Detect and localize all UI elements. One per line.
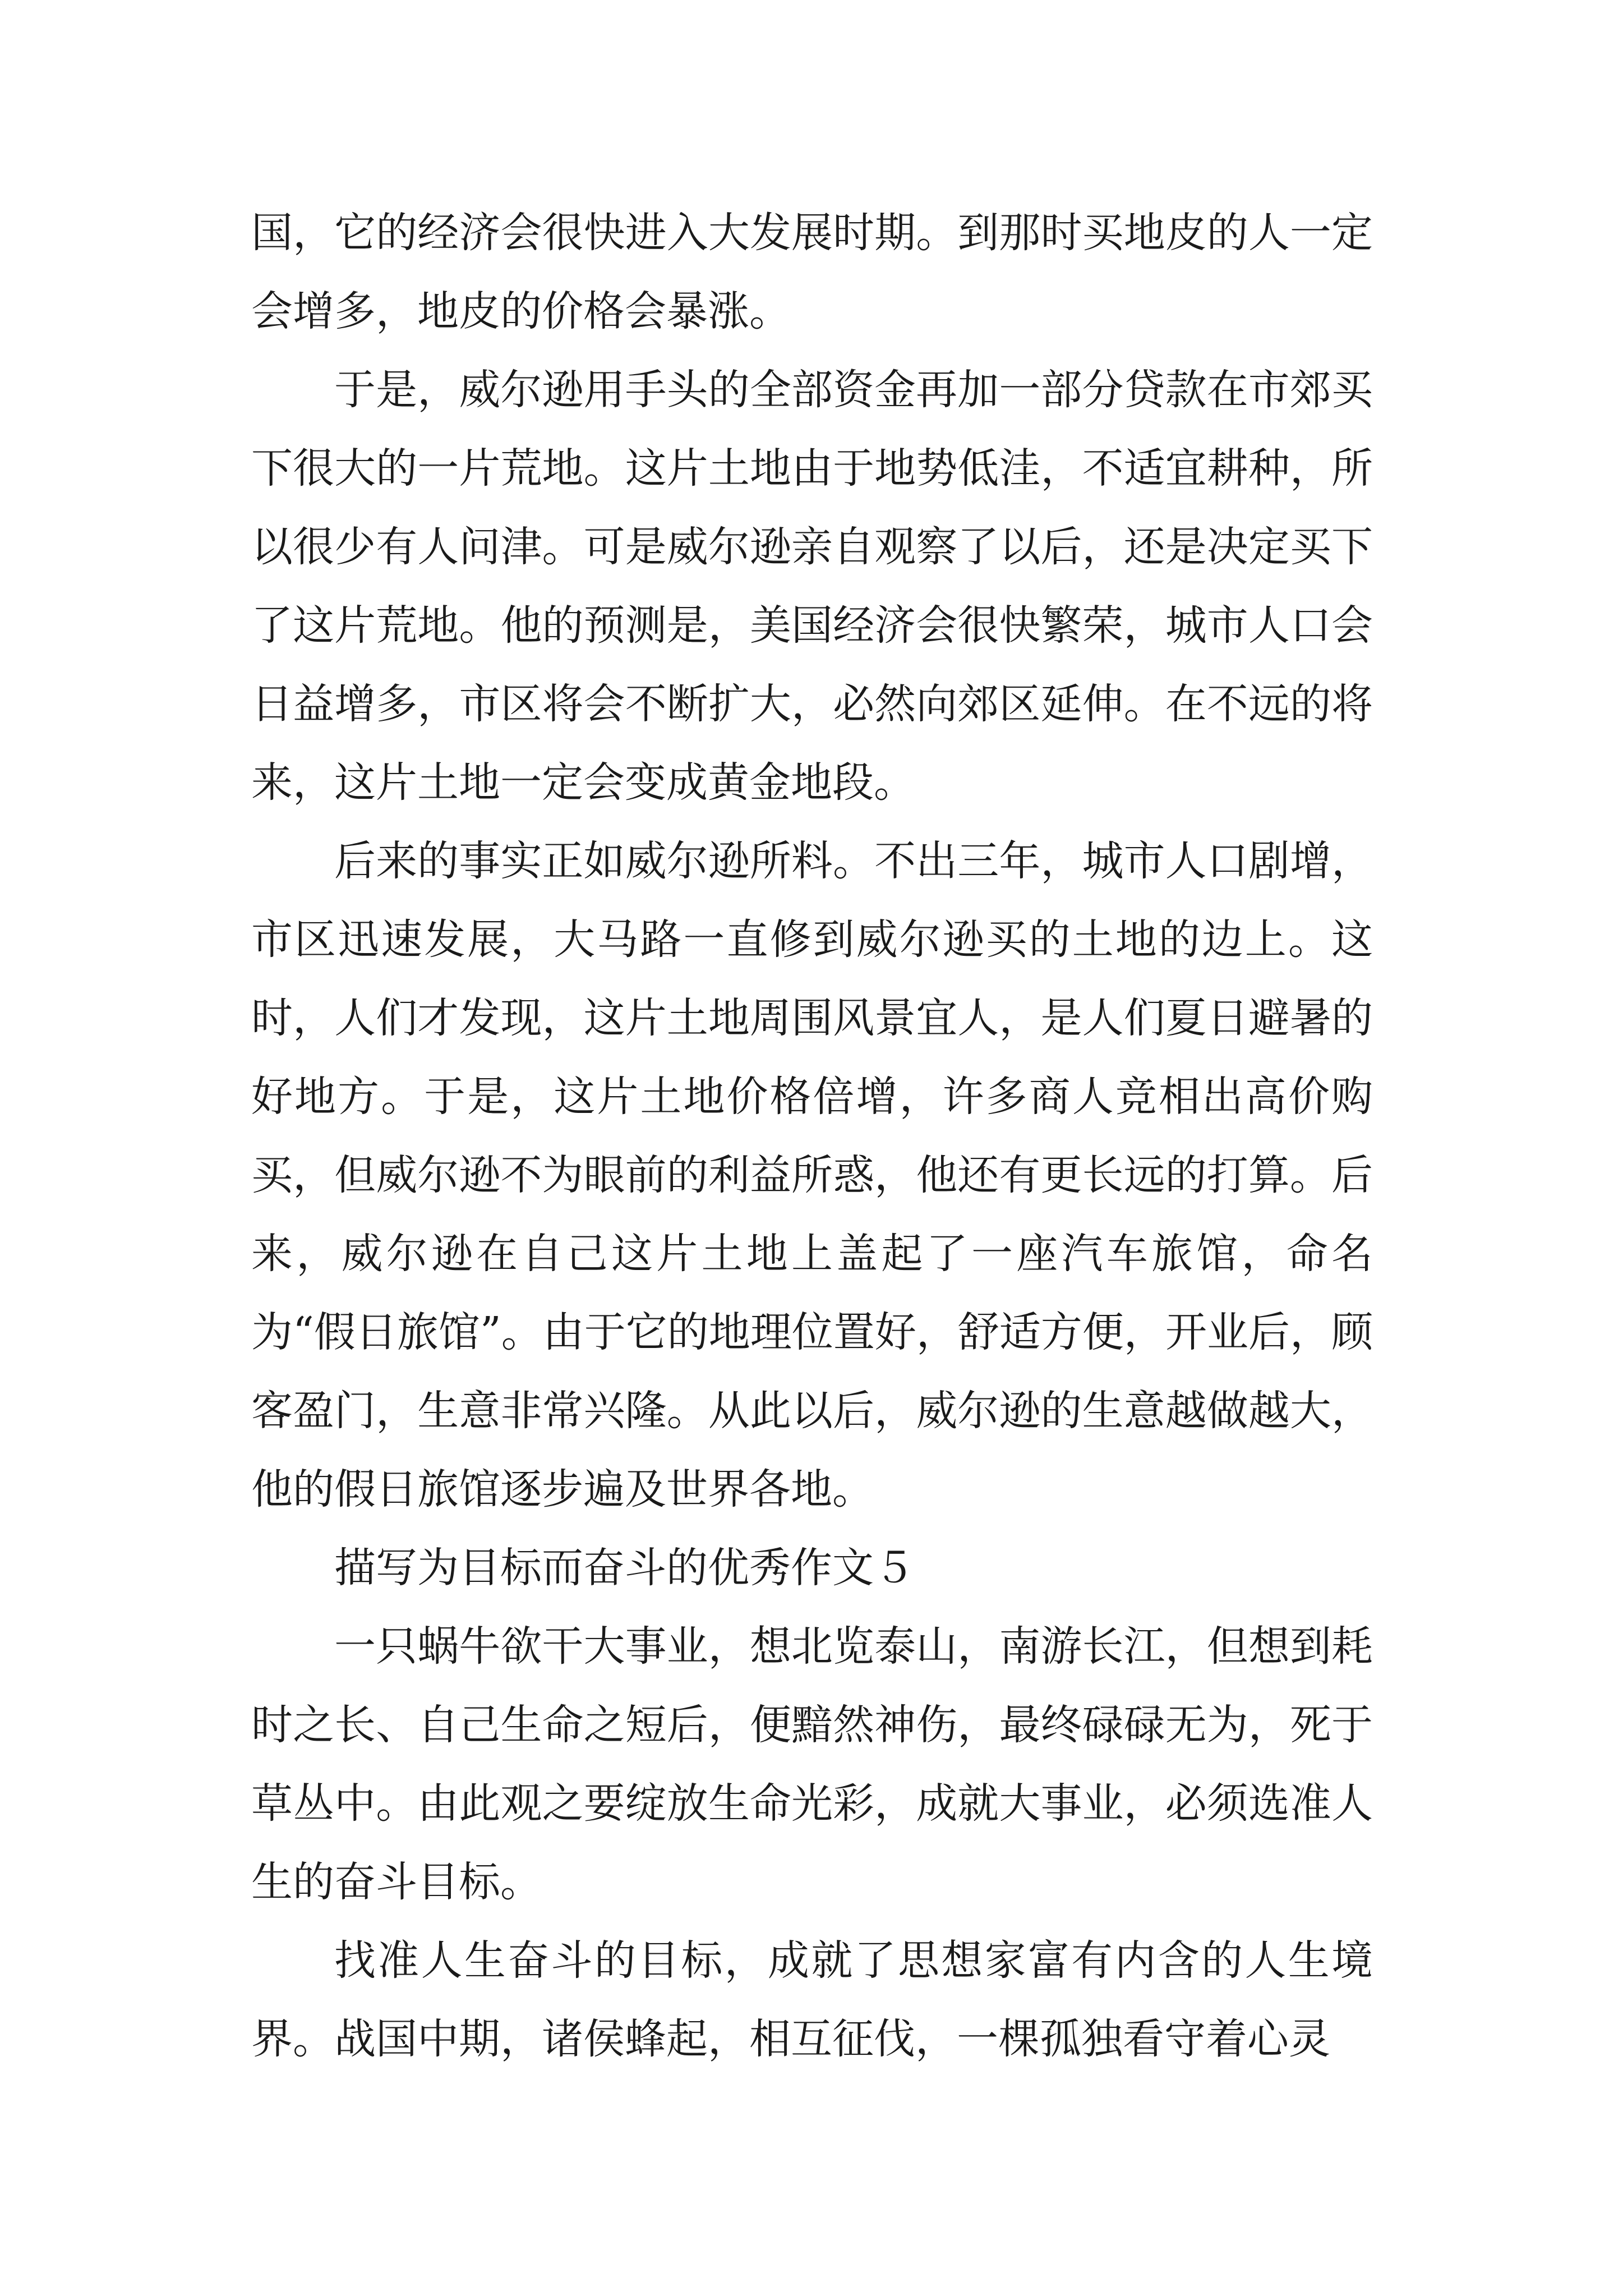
paragraph-1: 国，它的经济会很快进入大发展时期。到那时买地皮的人一定会增多，地皮的价格会暴涨。 bbox=[251, 209, 1373, 335]
paragraph-4: 一只蜗牛欲干大事业，想北览泰山，南游长江，但想到耗时之长、自己生命之短后，便黯然神伤，最终碌碌无为，死于草丛中。由此观之要绽放生命光彩，成就大事业，必须选准人生的奋斗目标。 bbox=[251, 1622, 1373, 1906]
section-heading: 描写为目标而奋斗的优秀作文５ bbox=[334, 1544, 915, 1592]
paragraph-2: 于是，威尔逊用手头的全部资金再加一部分贷款在市郊买下很大的一片荒地。这片土地由于地势低洼，不适宜耕种，所以很少有人问津。可是威尔逊亲自观察了以后，还是决定买下了这片荒地。他的预测是，美国经济会很快繁荣，城市人口会日益增多，市区将会不断扩大，必然向郊区延伸。在不远的将来，这片土地一定会变成黄金地段。 bbox=[251, 366, 1373, 807]
document-body bbox=[251, 194, 1373, 2078]
paragraph-5: 找准人生奋斗的目标，成就了思想家富有内含的人生境界。战国中期，诸侯蜂起，相互征伐，一棵孤独看守着心灵 bbox=[251, 1936, 1373, 2063]
paragraph-3: 后来的事实正如威尔逊所料。不出三年，城市人口剧增，市区迅速发展，大马路一直修到威尔逊买的土地的边上。这时，人们才发现，这片土地周围风景宜人，是人们夏日避暑的好地方。于是，这片土地价格倍增，许多商人竞相出高价购买，但威尔逊不为眼前的利益所惑，他还有更长远的打算。后来，威尔逊在自己这片土地上盖起了一座汽车旅馆，命名为“假日旅馆”。由于它的地理位置好，舒适方便，开业后，顾客盈门，生意非常兴隆。从此以后，威尔逊的生意越做越大，他的假日旅馆逐步遍及世界各地。 bbox=[251, 837, 1373, 1513]
